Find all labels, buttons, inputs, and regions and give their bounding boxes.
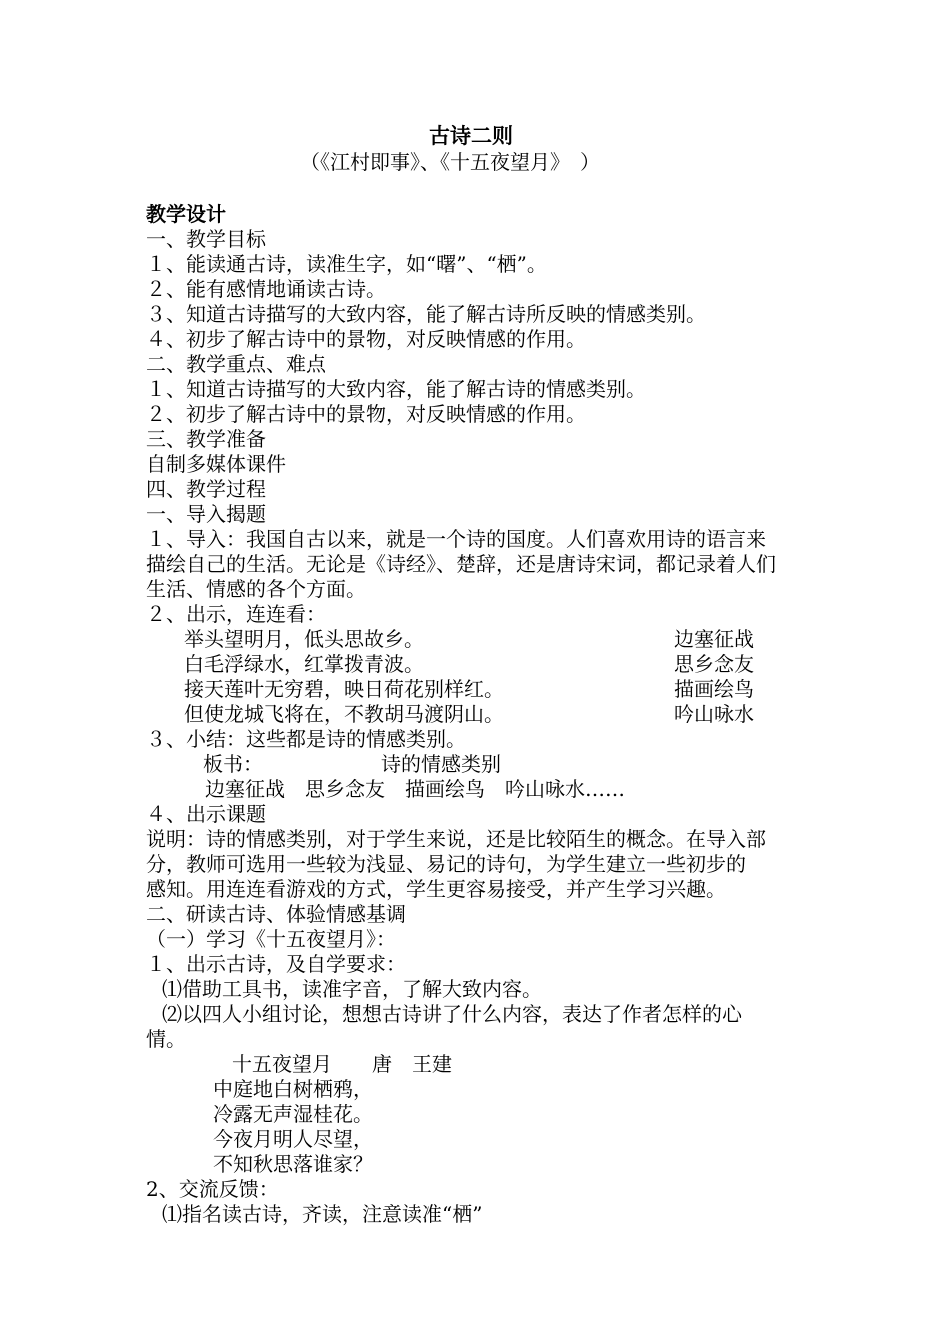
match-right-item: 吟山咏水 (674, 702, 754, 726)
section-heading: 二、教学重点、难点 (146, 352, 326, 376)
objective-item: １、能读通古诗，读准生字，如“曙”、“栖”。 (146, 252, 547, 276)
objective-item: ２、能有感情地诵读古诗。 (146, 277, 386, 301)
objective-item: ３、知道古诗描写的大致内容，能了解古诗所反映的情感类别。 (146, 302, 706, 326)
match-left-item: 接天莲叶无穷碧，映日荷花别样红。 (184, 677, 504, 701)
match-right-item: 边塞征战 (674, 627, 754, 651)
intro-line: 生活、情感的各个方面。 (146, 577, 366, 601)
subsection-heading: 二、研读古诗、体验情感基调 (146, 902, 406, 926)
board-items: 边塞征战 思乡念友 描画绘鸟 吟山咏水…… (205, 777, 625, 801)
requirement-line: 情。 (146, 1027, 186, 1051)
intro-line: 描绘自己的生活。无论是《诗经》、楚辞，还是唐诗宋词，都记录着人们 (146, 552, 776, 576)
note-line: 分，教师可选用一些较为浅显、易记的诗句，为学生建立一些初步的 (146, 852, 746, 876)
match-left-item: 白毛浮绿水，红掌拨青波。 (184, 652, 424, 676)
match-left-item: 但使龙城飞将在，不教胡马渡阴山。 (184, 702, 504, 726)
match-left-item: 举头望明月，低头思故乡。 (184, 627, 424, 651)
step-line: １、出示古诗，及自学要求： (146, 952, 406, 976)
board-title: 诗的情感类别 (381, 752, 501, 776)
requirement-line: ⑴借助工具书，读准字音，了解大致内容。 (162, 977, 542, 1001)
note-line: 感知。用连连看游戏的方式，学生更容易接受，并产生学习兴趣。 (146, 877, 726, 901)
match-right-item: 思乡念友 (674, 652, 754, 676)
poem-line: 中庭地白树栖鸦， (213, 1077, 373, 1101)
poem-line: 不知秋思落谁家？ (213, 1152, 373, 1176)
step-line: 2、交流反馈： (146, 1177, 279, 1201)
match-label: ２、出示，连连看： (146, 602, 326, 626)
poem-line: 今夜月明人尽望， (213, 1127, 373, 1151)
note-line: 说明：诗的情感类别，对于学生来说，还是比较陌生的概念。在导入部 (146, 827, 766, 851)
key-point-item: １、知道古诗描写的大致内容，能了解古诗的情感类别。 (146, 377, 646, 401)
section-heading: 一、教学目标 (146, 227, 266, 251)
section-heading: 三、教学准备 (146, 427, 266, 451)
page-subtitle: （《江村即事》、《十五夜望月》 ） (300, 150, 600, 174)
poem-title: 十五夜望月 唐 王建 (232, 1052, 452, 1076)
preparation-text: 自制多媒体课件 (146, 452, 286, 476)
lesson-subheading: （一）学习《十五夜望月》： (146, 927, 396, 951)
summary-line: ３、小结：这些都是诗的情感类别。 (146, 727, 466, 751)
section-heading: 四、教学过程 (146, 477, 266, 501)
feedback-item: ⑴指名读古诗，齐读，注意读准“栖” (162, 1202, 483, 1226)
intro-line: １、导入：我国自古以来，就是一个诗的国度。人们喜欢用诗的语言来 (146, 527, 766, 551)
match-right-item: 描画绘鸟 (674, 677, 754, 701)
subsection-heading: 一、导入揭题 (146, 502, 266, 526)
design-heading: 教学设计 (146, 202, 226, 226)
requirement-line: ⑵以四人小组讨论，想想古诗讲了什么内容，表达了作者怎样的心 (162, 1002, 742, 1026)
key-point-item: ２、初步了解古诗中的景物，对反映情感的作用。 (146, 402, 586, 426)
objective-item: ４、初步了解古诗中的景物，对反映情感的作用。 (146, 327, 586, 351)
board-label: 板书： (203, 752, 263, 776)
poem-line: 冷露无声湿桂花。 (213, 1102, 373, 1126)
page-title: 古诗二则 (429, 123, 513, 148)
topic-line: ４、出示课题 (146, 802, 266, 826)
